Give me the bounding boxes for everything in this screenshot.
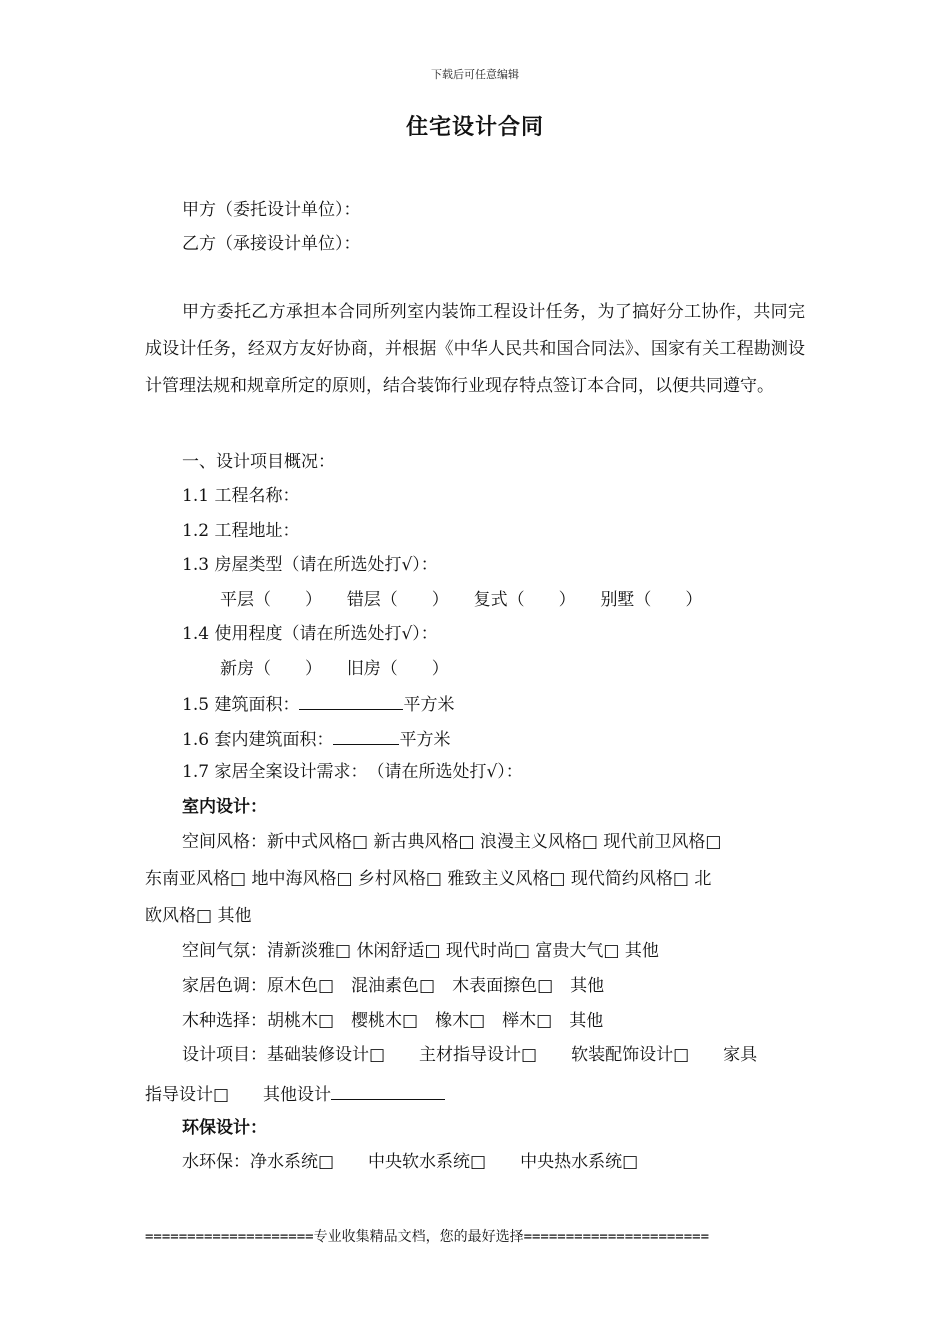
- usage-item: 1.4 使用程度（请在所选处打√）：: [182, 624, 438, 644]
- building-area-blank: [299, 693, 403, 710]
- footer-text: 专业收集精品文档，您的最好选择: [313, 1229, 524, 1245]
- option-old-house: 旧房（ ）: [346, 659, 449, 679]
- space-style-line-3: 欧风格□ 其他: [145, 906, 252, 926]
- section-1-heading: 一、设计项目概况：: [182, 452, 335, 472]
- color-tone-line: 家居色调：原木色□ 混油素色□ 木表面擦色□ 其他: [182, 976, 605, 996]
- eco-design-heading: 环保设计：: [182, 1118, 267, 1138]
- option-flat: 平层（ ）: [220, 590, 322, 610]
- wood-type-line: 木种选择：胡桃木□ 樱桃木□ 橡木□ 榉木□ 其他: [182, 1011, 604, 1031]
- inner-area-item: [182, 728, 450, 750]
- party-a-line: 甲方（委托设计单位）：: [182, 200, 361, 220]
- option-split-level: 错层（ ）: [346, 590, 449, 610]
- footer-rule-left: ====================: [145, 1229, 314, 1245]
- building-area-label: 1.5 建筑面积：: [182, 695, 300, 715]
- space-style-line-1: 空间风格：新中式风格□ 新古典风格□ 浪漫主义风格□ 现代前卫风格□: [182, 832, 722, 852]
- intro-paragraph: 甲方委托乙方承担本合同所列室内装饰工程设计任务，为了搞好分工协作，共同完成设计任务，经双方友好协商，并根据《中华人民共和国合同法》、国家有关工程勘测设计管理法规和规章所定的原则，结合装饰行业现存特点签订本合同，以便共同遵守。: [145, 302, 805, 396]
- usage-options: [220, 659, 449, 679]
- party-b-line: 乙方（承接设计单位）：: [182, 234, 361, 254]
- design-needs-item: 1.7 家居全案设计需求： （请在所选处打√）：: [182, 762, 523, 782]
- project-address-item: 1.2 工程地址：: [182, 521, 300, 541]
- header-note: 下载后可任意编辑: [431, 68, 519, 81]
- building-area-unit: 平方米: [403, 695, 455, 715]
- design-items-line-2-text: 指导设计□ 其他设计: [145, 1085, 332, 1105]
- inner-area-blank: [333, 728, 399, 745]
- option-villa: 别墅（ ）: [600, 590, 703, 610]
- design-items-line-1: 设计项目：基础装修设计□ 主材指导设计□ 软装配饰设计□ 家具: [182, 1045, 758, 1065]
- space-atmosphere-line: 空间气氛：清新淡雅□ 休闲舒适□ 现代时尚□ 富贵大气□ 其他: [182, 941, 659, 961]
- document-title: 住宅设计合同: [405, 114, 544, 140]
- inner-area-label: 1.6 套内建筑面积：: [182, 730, 334, 750]
- footer-banner: [145, 1227, 807, 1247]
- other-design-blank: [331, 1083, 445, 1100]
- option-duplex: 复式（ ）: [473, 590, 576, 610]
- space-style-line-2: 东南亚风格□ 地中海风格□ 乡村风格□ 雅致主义风格□ 现代简约风格□ 北: [145, 869, 712, 889]
- house-type-options: [220, 590, 702, 610]
- project-name-item: 1.1 工程名称：: [182, 486, 300, 506]
- footer-rule-right: ======================: [523, 1229, 710, 1245]
- option-new-house: 新房（ ）: [220, 659, 322, 679]
- building-area-item: [182, 693, 454, 715]
- inner-area-unit: 平方米: [399, 730, 451, 750]
- house-type-item: 1.3 房屋类型（请在所选处打√）：: [182, 555, 438, 575]
- interior-design-heading: 室内设计：: [182, 797, 267, 817]
- water-eco-line: 水环保：净水系统□ 中央软水系统□ 中央热水系统□: [182, 1152, 639, 1172]
- design-items-line-2: [145, 1083, 445, 1105]
